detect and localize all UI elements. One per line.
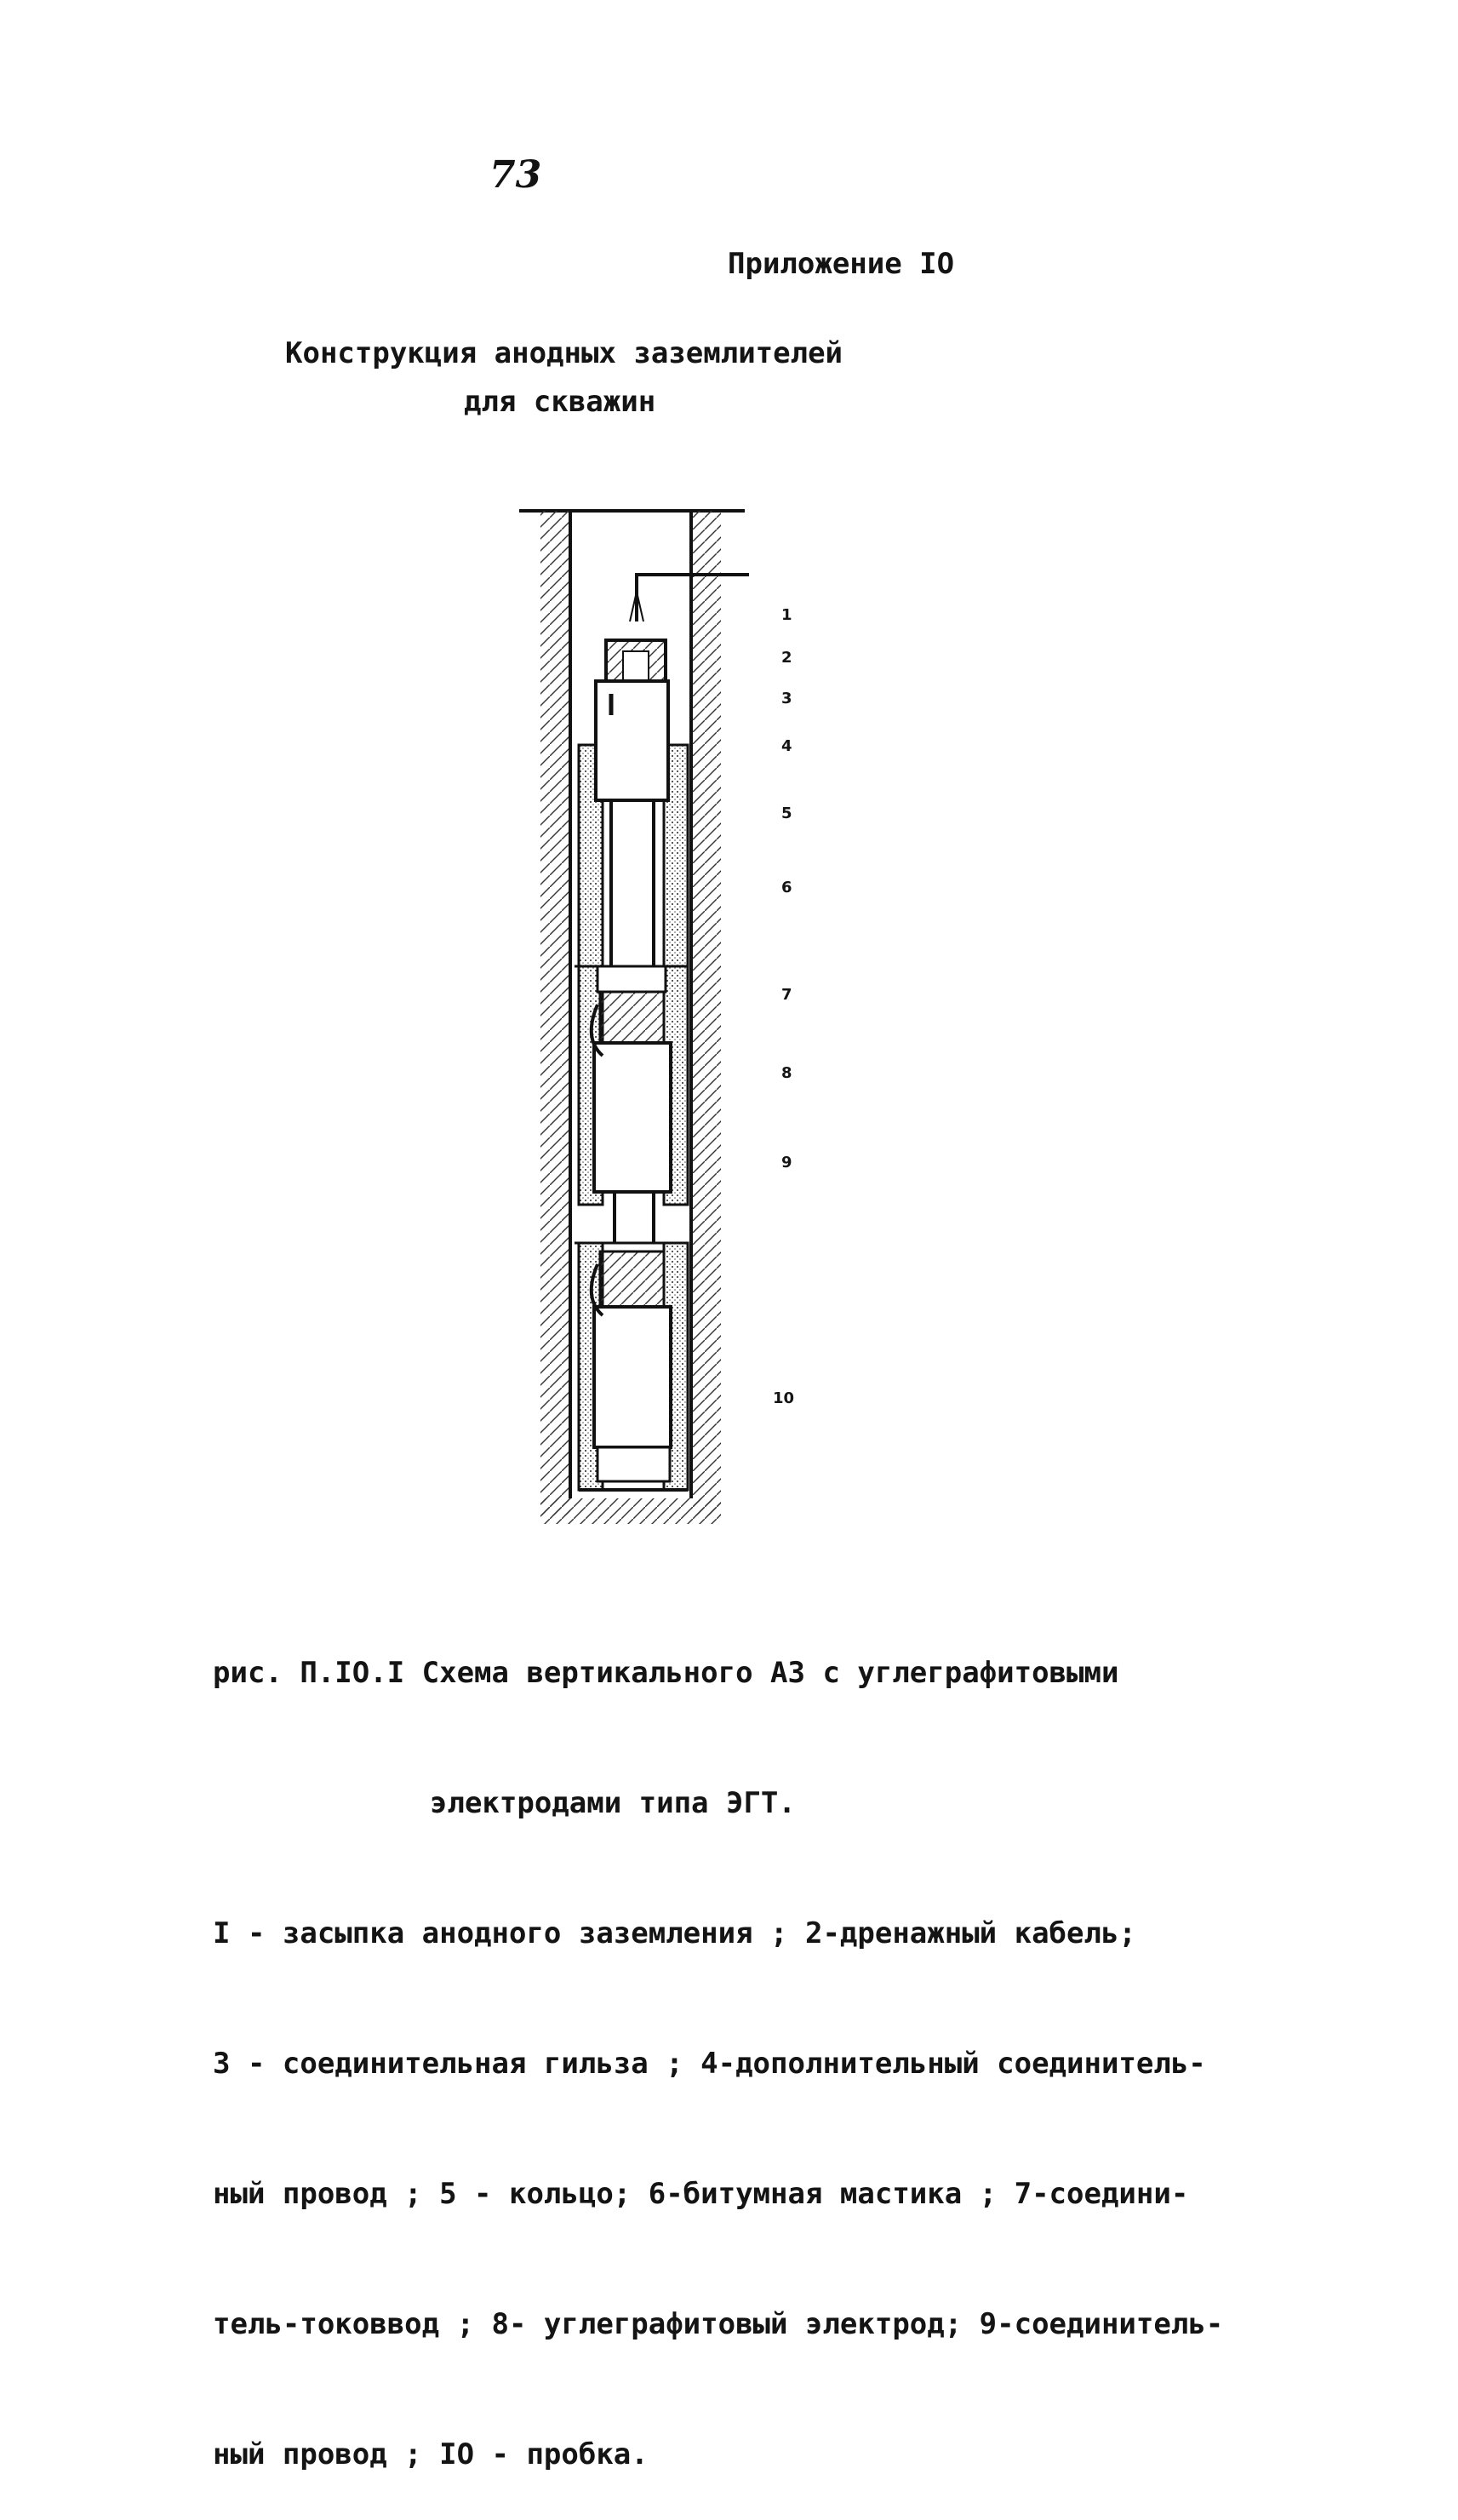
- page-title-line-1: Конструкция анодных заземлителей: [285, 336, 843, 370]
- electrode-3: [594, 1307, 671, 1447]
- legend-line-2: 3 - соединительная гильза ; 4-дополнительный соединитель-: [213, 2047, 1206, 2081]
- callout-10: 10: [773, 1389, 795, 1407]
- callout-4: 4: [781, 737, 792, 755]
- callout-5: 5: [781, 805, 792, 822]
- connector-current-lead: [597, 966, 666, 992]
- legend-line-3: ный провод ; 5 - кольцо; 6-битумная мастика ; 7-соедини-: [213, 2177, 1189, 2211]
- callout-2: 2: [781, 649, 792, 667]
- plug: [597, 1447, 670, 1481]
- soil-left: [540, 511, 570, 1515]
- soil-right: [691, 511, 721, 1515]
- caption-heading: рис. П.IO.I Схема вертикального АЗ с углеграфитовыми: [213, 1656, 1119, 1690]
- caption-heading-cont: электродами типа ЭГТ.: [430, 1786, 796, 1820]
- page-title-line-2: для скважин: [464, 385, 656, 419]
- callout-7: 7: [781, 986, 792, 1004]
- callout-9: 9: [781, 1154, 792, 1171]
- callout-1: 1: [781, 606, 792, 624]
- figure-caption: [213, 1565, 1277, 2520]
- legend-line-5: ный провод ; IO - пробка.: [213, 2437, 649, 2471]
- soil-bottom: [540, 1498, 721, 1524]
- appendix-label: Приложение IO: [728, 247, 955, 281]
- electrode-1: [596, 681, 668, 800]
- callout-6: 6: [781, 879, 792, 896]
- legend-line-4: тель-токоввод ; 8- углеграфитовый электрод; 9-соединитель-: [213, 2307, 1224, 2341]
- electrode-2: [594, 1043, 671, 1192]
- callout-3: 3: [781, 690, 792, 707]
- page-number: 73: [489, 153, 542, 197]
- callout-8: 8: [781, 1064, 792, 1082]
- legend-line-1: I - засыпка анодного заземления ; 2-дренажный кабель;: [213, 1916, 1136, 1950]
